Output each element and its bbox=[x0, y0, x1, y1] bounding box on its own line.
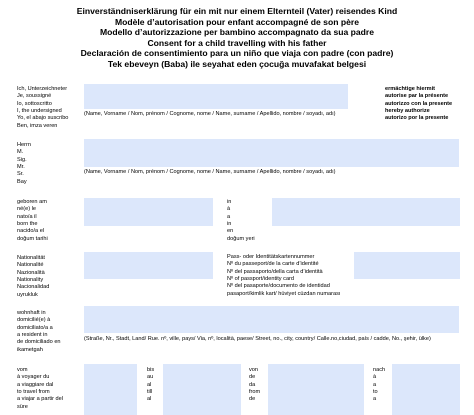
label-line: Ben, imza veren bbox=[17, 122, 58, 129]
label-line: Ich, Unterzeichneter bbox=[17, 86, 68, 92]
label-line: a viaggiare dal bbox=[17, 381, 54, 388]
travel-start-date-field[interactable] bbox=[84, 364, 137, 415]
label-line: en bbox=[227, 228, 234, 235]
label-line: à bbox=[227, 206, 231, 213]
label-line: in bbox=[227, 221, 232, 228]
label-line: da bbox=[249, 381, 256, 388]
title-german: Einverständniserklärung für ein mit nur einem Elternteil (Vater) reisendes Kind bbox=[76, 6, 398, 16]
address-caption: (Straße, Nr., Stadt, Land/ Rue. nº, ville, pays/ Via, nº, località, paese/ Street, no., city, country/ Calle.no,ciudad, país / cadde, No., şehir, ülke) bbox=[84, 336, 431, 342]
child-name-caption: (Name, Vorname / Nom, prénom / Cognome, nome / Name, surname / Apellido, nombre / soyadı, adı) bbox=[84, 169, 336, 175]
label-line: al bbox=[147, 396, 152, 403]
label-line: Pass- oder Identitätskartennummer bbox=[227, 254, 315, 260]
label-line: doğum yeri bbox=[227, 235, 255, 242]
birth-date-field[interactable] bbox=[84, 198, 213, 226]
nationality-field[interactable] bbox=[84, 252, 213, 279]
residence-address-field[interactable] bbox=[84, 306, 459, 333]
label-line: Je, soussigné bbox=[17, 93, 52, 100]
label-line: nacido/a el bbox=[17, 228, 45, 235]
label-line: Nationality bbox=[17, 277, 44, 284]
born-labels bbox=[17, 199, 48, 243]
child-title-labels bbox=[17, 142, 31, 186]
label-line: hereby authorize bbox=[385, 108, 430, 115]
label-line: ermächtige hiermit bbox=[385, 86, 436, 92]
nationality-labels bbox=[17, 255, 49, 299]
label-line: Bay bbox=[17, 178, 27, 185]
label-line: von bbox=[249, 367, 259, 373]
label-line: uyrukluk bbox=[17, 291, 38, 298]
label-line: pasaport/kimlik kart/ hüviyet cüzdan numarası bbox=[227, 290, 341, 297]
authorize-labels bbox=[385, 86, 452, 123]
label-line: Herrn bbox=[17, 142, 31, 148]
label-line: à bbox=[373, 374, 377, 381]
label-line: born the bbox=[17, 221, 38, 228]
label-line: autorise par la présente bbox=[385, 93, 449, 100]
label-line: I, the undersigned bbox=[17, 108, 62, 115]
label-line: al bbox=[147, 381, 152, 388]
passport-number-field[interactable] bbox=[354, 252, 460, 279]
from-place-labels bbox=[249, 367, 260, 404]
label-line: né(e) le bbox=[17, 206, 36, 213]
to-place-labels bbox=[373, 367, 385, 404]
label-line: domiciliato/a a bbox=[17, 324, 53, 331]
label-line: a resident in bbox=[17, 332, 48, 339]
label-line: ikametgah bbox=[17, 346, 43, 353]
label-line: Nationalité bbox=[17, 262, 44, 269]
label-line: a viajar a partir del bbox=[17, 396, 64, 403]
label-line: to travel from bbox=[17, 389, 50, 396]
label-line: till bbox=[147, 389, 153, 396]
travel-from-date-labels bbox=[17, 367, 63, 411]
label-line: wohnhaft in bbox=[17, 310, 46, 316]
name-caption: (Name, Vorname / Nom, prénom / Cognome, nome / Name, surname / Apellido, nombre / soyadı, adı) bbox=[84, 111, 336, 117]
label-line: domicilié(e) à bbox=[17, 317, 51, 324]
birth-place-field[interactable] bbox=[272, 198, 460, 226]
label-line: Nº of passport/identity card bbox=[227, 276, 295, 283]
label-line: Nationalität bbox=[17, 255, 45, 261]
label-line: Nº del passaporto/della carta d’identità bbox=[227, 268, 323, 275]
label-line: from bbox=[249, 389, 261, 396]
label-line: de bbox=[249, 374, 256, 381]
label-line: M. bbox=[17, 149, 24, 156]
passport-labels bbox=[227, 254, 340, 298]
label-line: Nº del pasaporte/documento de identidad bbox=[227, 283, 330, 290]
label-line: doğum tarihi bbox=[17, 235, 48, 242]
label-line: Nacionalidad bbox=[17, 284, 50, 291]
label-line: vom bbox=[17, 367, 28, 373]
label-line: Sr. bbox=[17, 171, 24, 178]
label-line: Sig. bbox=[17, 156, 27, 163]
title-english: Consent for a child travelling with his father bbox=[147, 37, 327, 48]
title-spanish: Declaración de consentimiento para un niño que viaja con padre (con padre) bbox=[80, 48, 394, 59]
label-line: autorizzo con la presente bbox=[385, 100, 453, 107]
label-line: nato/a il bbox=[17, 213, 37, 220]
label-line: geboren am bbox=[17, 199, 47, 205]
label-line: Nazionalità bbox=[17, 269, 45, 276]
label-line: à voyager du bbox=[17, 374, 50, 381]
label-line: in bbox=[227, 199, 232, 205]
title-french: Modèle d’autorisation pour enfant accompagné de son père bbox=[114, 16, 359, 27]
label-line: nach bbox=[373, 367, 386, 373]
travel-end-date-field[interactable] bbox=[163, 364, 241, 415]
residence-labels bbox=[17, 310, 61, 354]
label-line: Yo, el abajo suscribo bbox=[17, 115, 69, 122]
label-line: Mr. bbox=[17, 164, 25, 171]
travel-destination-field[interactable] bbox=[392, 364, 460, 415]
label-line: a bbox=[227, 213, 231, 220]
label-line: a bbox=[373, 396, 377, 403]
label-line: Io, sottoscritto bbox=[17, 100, 52, 107]
undersigned-labels bbox=[17, 86, 68, 130]
undersigned-name-field[interactable] bbox=[84, 84, 348, 109]
label-line: au bbox=[147, 374, 154, 381]
label-line: Nº du passeport/de la carte d’identité bbox=[227, 261, 319, 268]
label-line: autorizo por la presente bbox=[385, 115, 449, 122]
label-line: bis bbox=[147, 367, 155, 373]
travel-origin-field[interactable] bbox=[268, 364, 364, 415]
title-italian: Modello d’autorizzazione per bambino accompagnato da sua padre bbox=[99, 27, 375, 38]
until-labels bbox=[147, 367, 154, 404]
label-line: to bbox=[373, 389, 378, 396]
document-titles bbox=[0, 6, 474, 70]
label-line: süre bbox=[17, 403, 28, 410]
title-turkish: Tek ebeveyn (Baba) ile seyahat eden çocuğa muvafakat belgesi bbox=[107, 58, 367, 69]
birthplace-labels bbox=[227, 199, 255, 243]
label-line: de domiciliado en bbox=[17, 339, 61, 346]
child-name-field[interactable] bbox=[84, 139, 459, 167]
label-line: de bbox=[249, 396, 256, 403]
label-line: a bbox=[373, 381, 377, 388]
